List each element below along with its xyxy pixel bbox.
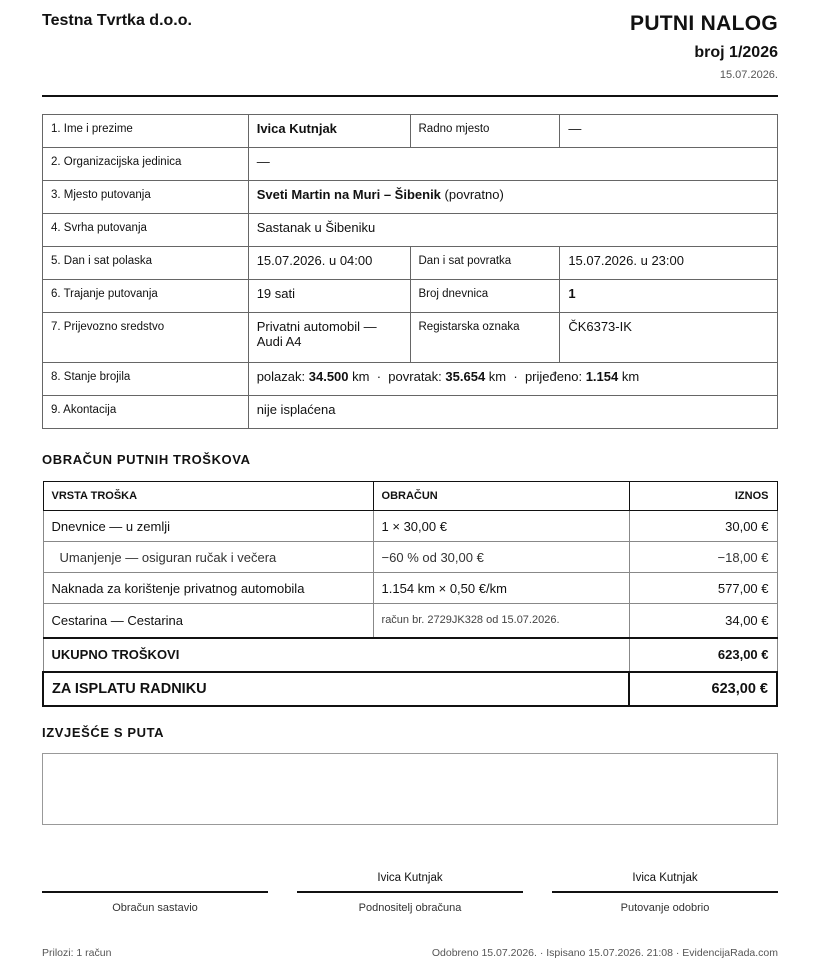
return-datetime: 15.07.2026. u 23:00 xyxy=(560,247,778,280)
cost-calc: račun br. 2729JK328 od 15.07.2026. xyxy=(373,604,629,638)
signature-block xyxy=(42,872,268,914)
payout-row xyxy=(43,672,777,706)
cost-type: Dnevnice — u zemlji xyxy=(43,511,373,542)
info-label: 9. Akontacija xyxy=(43,396,249,429)
column-header: OBRAČUN xyxy=(373,482,629,511)
employee-name: Ivica Kutnjak xyxy=(248,115,410,148)
info-label: 8. Stanje brojila xyxy=(43,363,249,396)
info-label: 5. Dan i sat polaska xyxy=(43,247,249,280)
costs-table xyxy=(42,481,778,707)
report-section-title: IZVJEŠĆE S PUTA xyxy=(42,725,165,740)
signature-name: Ivica Kutnjak xyxy=(632,872,698,884)
info-row xyxy=(43,247,778,280)
trip-purpose: Sastanak u Šibeniku xyxy=(248,214,777,247)
signature-name: Ivica Kutnjak xyxy=(377,872,443,884)
cost-amount: −18,00 € xyxy=(629,542,777,573)
travel-info-table xyxy=(42,114,778,429)
signature-block xyxy=(552,872,778,914)
info-label: 4. Svrha putovanja xyxy=(43,214,249,247)
total-row xyxy=(43,638,777,672)
signature-role: Podnositelj obračuna xyxy=(358,902,462,914)
column-header: VRSTA TROŠKA xyxy=(43,482,373,511)
payout-label: ZA ISPLATU RADNIKU xyxy=(43,672,629,706)
vehicle: Privatni automobil — Audi A4 xyxy=(248,313,410,363)
info-label: Radno mjesto xyxy=(410,115,560,148)
trip-duration: 19 sati xyxy=(248,280,410,313)
signature-role: Obračun sastavio xyxy=(112,902,198,914)
signature-line xyxy=(42,891,268,893)
cost-type: Cestarina — Cestarina xyxy=(43,604,373,638)
trip-report-box xyxy=(42,753,778,825)
signature-line xyxy=(297,891,523,893)
per-diem-count: 1 xyxy=(560,280,778,313)
cost-row xyxy=(43,604,777,638)
departure-datetime: 15.07.2026. u 04:00 xyxy=(248,247,410,280)
info-label: Broj dnevnica xyxy=(410,280,560,313)
print-info: Odobreno 15.07.2026. · Ispisano 15.07.2026. 21:08 · EvidencijaRada.com xyxy=(431,947,778,959)
cost-calc: 1.154 km × 0,50 €/km xyxy=(373,573,629,604)
document-number: broj 1/2026 xyxy=(694,44,778,61)
info-label: Registarska oznaka xyxy=(410,313,560,363)
cost-row xyxy=(43,511,777,542)
info-row xyxy=(43,313,778,363)
info-label: Dan i sat povratka xyxy=(410,247,560,280)
document-date: 15.07.2026. xyxy=(719,69,778,81)
info-label: 1. Ime i prezime xyxy=(43,115,249,148)
signature-role: Putovanje odobrio xyxy=(620,902,710,914)
job-position: — xyxy=(560,115,778,148)
costs-section-title: OBRAČUN PUTNIH TROŠKOVA xyxy=(42,452,251,467)
total-amount: 623,00 € xyxy=(629,638,777,672)
cost-row xyxy=(43,542,777,573)
cost-amount: 30,00 € xyxy=(629,511,777,542)
document-title: PUTNI NALOG xyxy=(630,12,778,35)
cost-calc: −60 % od 30,00 € xyxy=(373,542,629,573)
cost-calc: 1 × 30,00 € xyxy=(373,511,629,542)
cost-amount: 577,00 € xyxy=(629,573,777,604)
header-divider xyxy=(42,95,778,97)
cost-amount: 34,00 € xyxy=(629,604,777,638)
info-row xyxy=(43,115,778,148)
license-plate: ČK6373-IK xyxy=(560,313,778,363)
signature-block xyxy=(297,872,523,914)
costs-header-row xyxy=(43,482,777,511)
info-label: 2. Organizacijska jedinica xyxy=(43,148,249,181)
info-row xyxy=(43,396,778,429)
info-row xyxy=(43,148,778,181)
company-name: Testna Tvrtka d.o.o. xyxy=(42,12,192,29)
attachments-note: Prilozi: 1 račun xyxy=(42,947,112,959)
payout-amount: 623,00 € xyxy=(629,672,777,706)
signature-line xyxy=(552,891,778,893)
info-label: 6. Trajanje putovanja xyxy=(43,280,249,313)
cost-row xyxy=(43,573,777,604)
total-label: UKUPNO TROŠKOVI xyxy=(43,638,629,672)
info-row xyxy=(43,181,778,214)
info-row xyxy=(43,214,778,247)
info-row xyxy=(43,280,778,313)
column-header: IZNOS xyxy=(629,482,777,511)
org-unit: — xyxy=(248,148,777,181)
info-label: 7. Prijevozno sredstvo xyxy=(43,313,249,363)
signature-name xyxy=(42,872,268,888)
cost-type: Umanjenje — osiguran ručak i večera xyxy=(43,542,373,573)
info-row xyxy=(43,363,778,396)
destination: Sveti Martin na Muri – Šibenik (povratno) xyxy=(248,181,777,214)
info-label: 3. Mjesto putovanja xyxy=(43,181,249,214)
advance-payment: nije isplaćena xyxy=(248,396,777,429)
odometer-readings: polazak: 34.500 km · povratak: 35.654 km · prijeđeno: 1.154 km xyxy=(248,363,777,396)
cost-type: Naknada za korištenje privatnog automobila xyxy=(43,573,373,604)
